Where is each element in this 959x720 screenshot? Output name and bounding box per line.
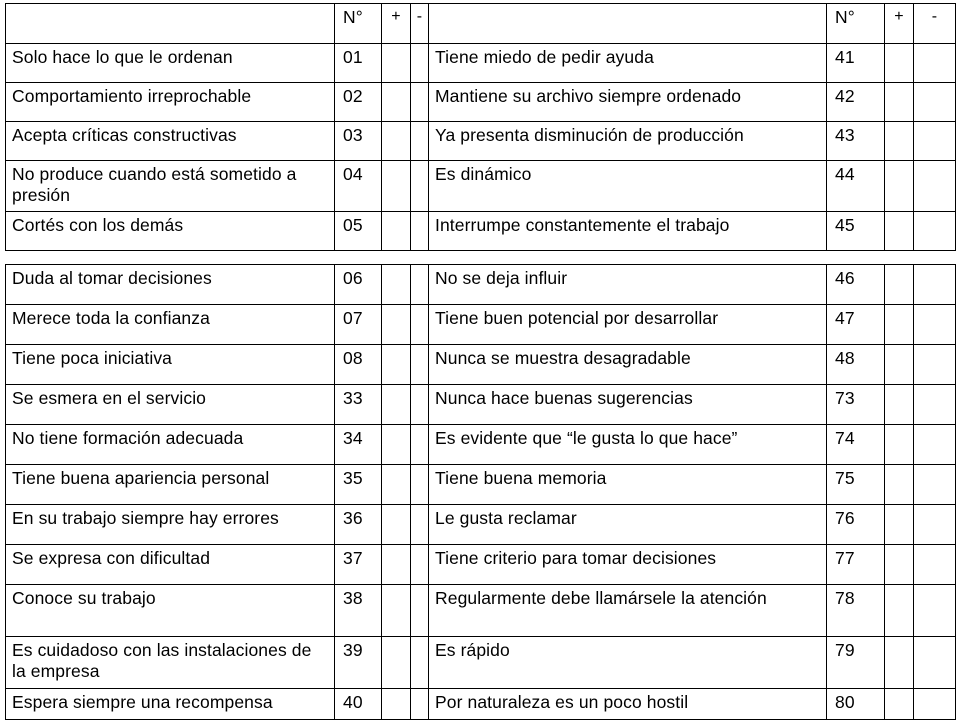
right-item-number: 76 [827, 505, 885, 545]
table-row [6, 212, 956, 251]
separator-cell [429, 251, 827, 265]
table-row [6, 425, 956, 465]
right-minus-cell[interactable] [914, 545, 956, 585]
right-plus-cell[interactable] [885, 265, 914, 305]
right-plus-cell[interactable] [885, 585, 914, 637]
header-row [6, 4, 956, 44]
left-trait-text: No tiene formación adecuada [6, 425, 335, 465]
left-plus-cell[interactable] [382, 122, 411, 161]
header-blank-left [6, 4, 335, 44]
left-trait-text: Cortés con los demás [6, 212, 335, 251]
left-minus-cell[interactable] [411, 305, 429, 345]
left-item-number: 02 [335, 83, 382, 122]
right-minus-cell[interactable] [914, 122, 956, 161]
separator-cell [914, 251, 956, 265]
left-plus-cell[interactable] [382, 265, 411, 305]
left-trait-text: Se esmera en el servicio [6, 385, 335, 425]
left-item-number: 08 [335, 345, 382, 385]
right-trait-text: No se deja influir [429, 265, 827, 305]
left-trait-text: Acepta críticas constructivas [6, 122, 335, 161]
left-minus-cell[interactable] [411, 689, 429, 720]
left-minus-cell[interactable] [411, 637, 429, 689]
left-plus-cell[interactable] [382, 505, 411, 545]
left-minus-cell[interactable] [411, 345, 429, 385]
right-plus-cell[interactable] [885, 212, 914, 251]
right-trait-text: Regularmente debe llamársele la atención [429, 585, 827, 637]
left-trait-text: Conoce su trabajo [6, 585, 335, 637]
header-num-left: N° [335, 4, 382, 44]
left-minus-cell[interactable] [411, 122, 429, 161]
right-minus-cell[interactable] [914, 689, 956, 720]
right-trait-text: Es evidente que “le gusta lo que hace” [429, 425, 827, 465]
right-plus-cell[interactable] [885, 425, 914, 465]
left-trait-text: Tiene poca iniciativa [6, 345, 335, 385]
table-row [6, 122, 956, 161]
left-trait-text: Solo hace lo que le ordenan [6, 44, 335, 83]
left-trait-text: Es cuidadoso con las instalaciones de la empresa [6, 637, 335, 689]
table-row [6, 637, 956, 689]
right-plus-cell[interactable] [885, 305, 914, 345]
left-trait-text: No produce cuando está sometido a presión [6, 161, 335, 212]
left-plus-cell[interactable] [382, 689, 411, 720]
right-minus-cell[interactable] [914, 83, 956, 122]
left-minus-cell[interactable] [411, 212, 429, 251]
left-trait-text: Merece toda la confianza [6, 305, 335, 345]
right-trait-text: Tiene buena memoria [429, 465, 827, 505]
evaluation-form [5, 3, 955, 720]
right-item-number: 44 [827, 161, 885, 212]
right-trait-text: Nunca hace buenas sugerencias [429, 385, 827, 425]
right-plus-cell[interactable] [885, 385, 914, 425]
right-item-number: 47 [827, 305, 885, 345]
separator-cell [335, 251, 382, 265]
left-plus-cell[interactable] [382, 305, 411, 345]
table-row [6, 545, 956, 585]
left-minus-cell[interactable] [411, 161, 429, 212]
left-trait-text: Espera siempre una recompensa [6, 689, 335, 720]
left-trait-text: Duda al tomar decisiones [6, 265, 335, 305]
right-plus-cell[interactable] [885, 505, 914, 545]
separator-cell [885, 251, 914, 265]
evaluation-table [5, 3, 956, 720]
right-plus-cell[interactable] [885, 161, 914, 212]
right-plus-cell[interactable] [885, 345, 914, 385]
left-item-number: 36 [335, 505, 382, 545]
left-item-number: 03 [335, 122, 382, 161]
right-minus-cell[interactable] [914, 265, 956, 305]
table-row [6, 161, 956, 212]
separator-cell [382, 251, 411, 265]
left-item-number: 40 [335, 689, 382, 720]
header-num-right: N° [827, 4, 885, 44]
right-minus-cell[interactable] [914, 44, 956, 83]
table-row [6, 505, 956, 545]
right-minus-cell[interactable] [914, 212, 956, 251]
right-trait-text: Mantiene su archivo siempre ordenado [429, 83, 827, 122]
right-plus-cell[interactable] [885, 44, 914, 83]
right-minus-cell[interactable] [914, 505, 956, 545]
left-trait-text: En su trabajo siempre hay errores [6, 505, 335, 545]
table-body [6, 4, 956, 720]
left-trait-text: Se expresa con dificultad [6, 545, 335, 585]
table-row [6, 465, 956, 505]
left-minus-cell[interactable] [411, 425, 429, 465]
right-item-number: 42 [827, 83, 885, 122]
separator-cell [827, 251, 885, 265]
header-blank-right [429, 4, 827, 44]
left-plus-cell[interactable] [382, 44, 411, 83]
left-item-number: 01 [335, 44, 382, 83]
left-item-number: 34 [335, 425, 382, 465]
left-item-number: 38 [335, 585, 382, 637]
left-plus-cell[interactable] [382, 83, 411, 122]
right-item-number: 45 [827, 212, 885, 251]
left-minus-cell[interactable] [411, 585, 429, 637]
right-plus-cell[interactable] [885, 122, 914, 161]
left-item-number: 35 [335, 465, 382, 505]
right-item-number: 41 [827, 44, 885, 83]
right-trait-text: Tiene criterio para tomar decisiones [429, 545, 827, 585]
right-trait-text: Le gusta reclamar [429, 505, 827, 545]
right-plus-cell[interactable] [885, 545, 914, 585]
header-plus-left: + [382, 4, 411, 44]
header-minus-right: - [914, 4, 956, 44]
right-item-number: 43 [827, 122, 885, 161]
left-plus-cell[interactable] [382, 345, 411, 385]
left-plus-cell[interactable] [382, 545, 411, 585]
right-trait-text: Tiene buen potencial por desarrollar [429, 305, 827, 345]
left-plus-cell[interactable] [382, 585, 411, 637]
left-plus-cell[interactable] [382, 212, 411, 251]
right-minus-cell[interactable] [914, 425, 956, 465]
right-trait-text: Es rápido [429, 637, 827, 689]
separator-cell [411, 251, 429, 265]
right-item-number: 77 [827, 545, 885, 585]
left-plus-cell[interactable] [382, 425, 411, 465]
table-row [6, 44, 956, 83]
left-item-number: 04 [335, 161, 382, 212]
left-plus-cell[interactable] [382, 637, 411, 689]
left-plus-cell[interactable] [382, 385, 411, 425]
header-plus-right: + [885, 4, 914, 44]
table-row [6, 345, 956, 385]
right-item-number: 73 [827, 385, 885, 425]
left-minus-cell[interactable] [411, 545, 429, 585]
left-minus-cell[interactable] [411, 83, 429, 122]
left-trait-text: Comportamiento irreprochable [6, 83, 335, 122]
group-separator [6, 251, 956, 265]
right-minus-cell[interactable] [914, 385, 956, 425]
right-plus-cell[interactable] [885, 637, 914, 689]
right-minus-cell[interactable] [914, 161, 956, 212]
left-minus-cell[interactable] [411, 265, 429, 305]
left-item-number: 39 [335, 637, 382, 689]
left-item-number: 06 [335, 265, 382, 305]
header-minus-left: - [411, 4, 429, 44]
right-plus-cell[interactable] [885, 689, 914, 720]
table-row [6, 585, 956, 637]
right-minus-cell[interactable] [914, 465, 956, 505]
right-item-number: 75 [827, 465, 885, 505]
right-trait-text: Ya presenta disminución de producción [429, 122, 827, 161]
left-plus-cell[interactable] [382, 161, 411, 212]
right-minus-cell[interactable] [914, 345, 956, 385]
left-minus-cell[interactable] [411, 385, 429, 425]
table-row [6, 83, 956, 122]
left-item-number: 07 [335, 305, 382, 345]
right-item-number: 79 [827, 637, 885, 689]
right-item-number: 74 [827, 425, 885, 465]
left-item-number: 37 [335, 545, 382, 585]
left-plus-cell[interactable] [382, 465, 411, 505]
right-plus-cell[interactable] [885, 83, 914, 122]
left-item-number: 05 [335, 212, 382, 251]
table-row [6, 385, 956, 425]
left-minus-cell[interactable] [411, 505, 429, 545]
right-trait-text: Nunca se muestra desagradable [429, 345, 827, 385]
right-minus-cell[interactable] [914, 585, 956, 637]
right-item-number: 80 [827, 689, 885, 720]
right-item-number: 46 [827, 265, 885, 305]
right-trait-text: Es dinámico [429, 161, 827, 212]
table-row [6, 689, 956, 720]
left-trait-text: Tiene buena apariencia personal [6, 465, 335, 505]
separator-cell [6, 251, 335, 265]
table-row [6, 265, 956, 305]
right-minus-cell[interactable] [914, 637, 956, 689]
table-row [6, 305, 956, 345]
left-minus-cell[interactable] [411, 465, 429, 505]
left-item-number: 33 [335, 385, 382, 425]
right-plus-cell[interactable] [885, 465, 914, 505]
right-minus-cell[interactable] [914, 305, 956, 345]
right-trait-text: Interrumpe constantemente el trabajo [429, 212, 827, 251]
left-minus-cell[interactable] [411, 44, 429, 83]
right-item-number: 48 [827, 345, 885, 385]
right-trait-text: Tiene miedo de pedir ayuda [429, 44, 827, 83]
right-item-number: 78 [827, 585, 885, 637]
right-trait-text: Por naturaleza es un poco hostil [429, 689, 827, 720]
